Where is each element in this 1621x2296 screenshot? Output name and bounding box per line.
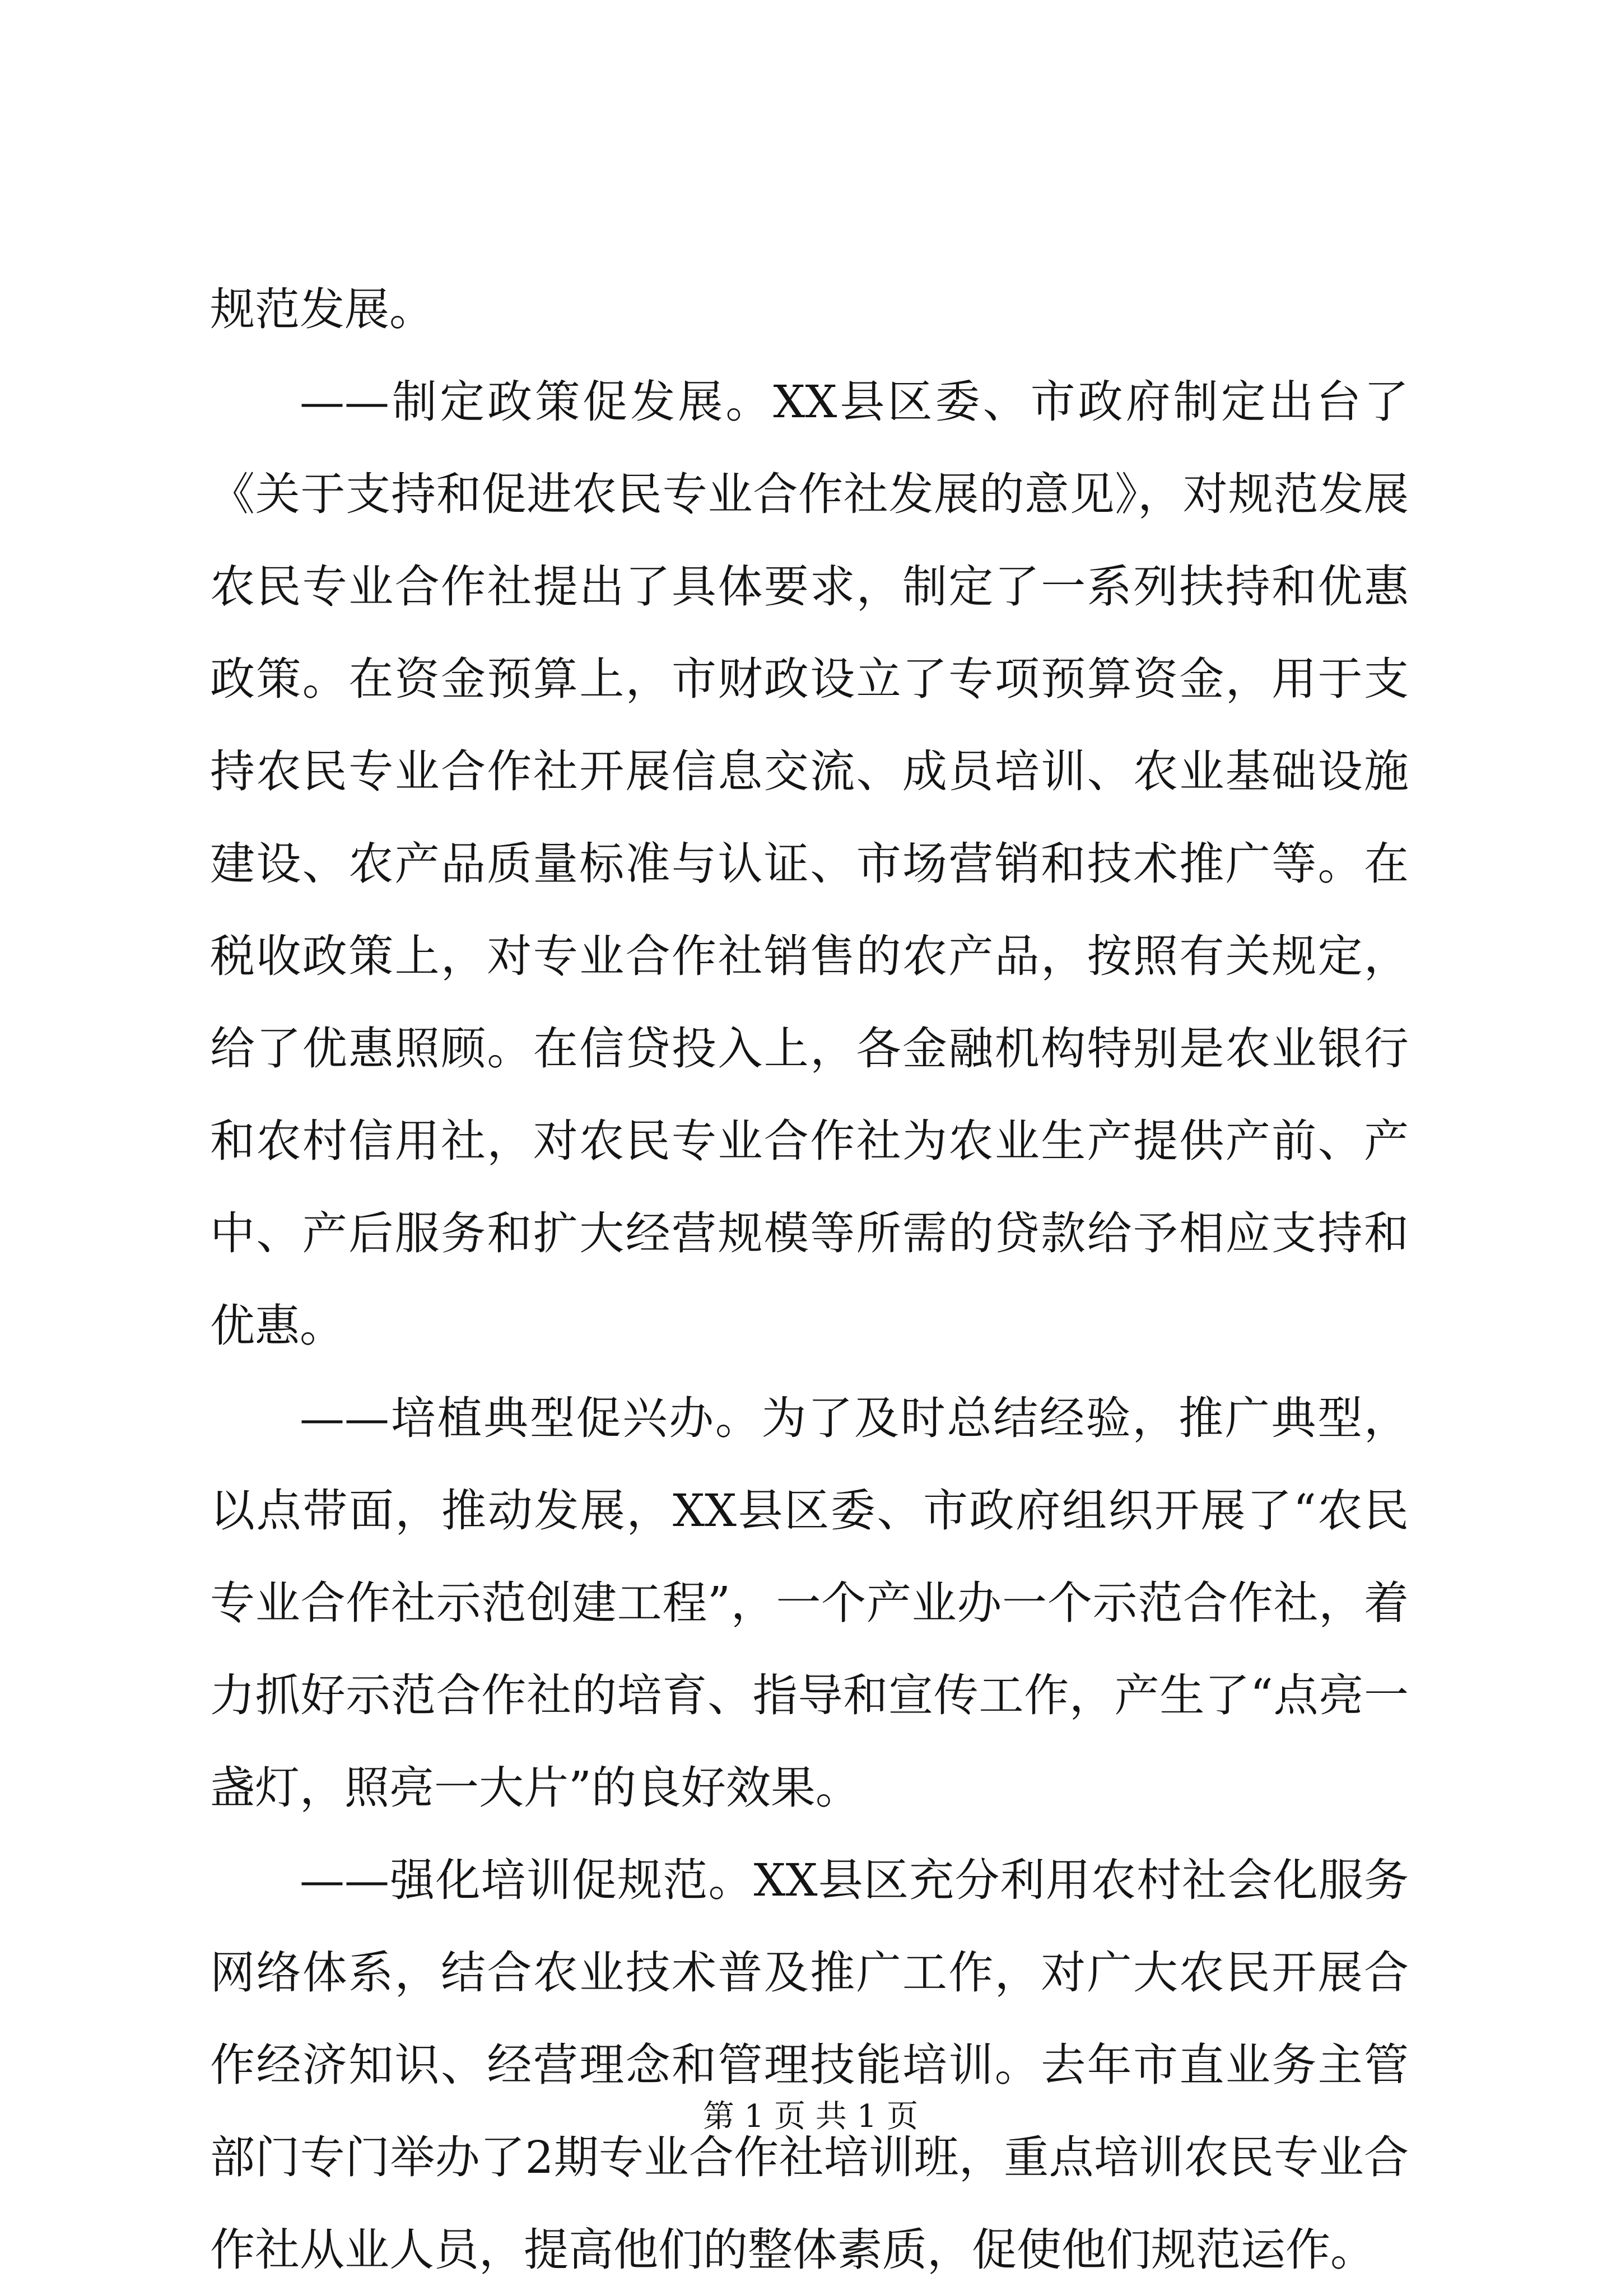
paragraph-training: ——强化培训促规范。XX县区充分利用农村社会化服务网络体系，结合农业技术普及推广工作，对广大农民开展合作经济知识、经营理念和管理技能培训。去年市直业务主管部门专门举办了2期专业合作社培训班，重点培训农民专业合作社从业人员，提高他们的整体素质，促使他们规范运作。 (210, 1854, 1409, 2276)
document-body (210, 263, 1409, 2296)
page-footer: 第 1 页 共 1 页 (702, 2098, 919, 2135)
paragraph-policy: ——制定政策促发展。XX县区委、市政府制定出台了《关于支持和促进农民专业合作社发展的意见》，对规范发展农民专业合作社提出了具体要求，制定了一系列扶持和优惠政策。在资金预算上，市财政设立了专项预算资金，用于支持农民专业合作社开展信息交流、成员培训、农业基础设施建设、农产品质量标准与认证、市场营销和技术推广等。在税收政策上，对专业合作社销售的农产品，按照有关规定，给了优惠照顾。在信贷投入上，各金融机构特别是农业银行和农村信用社，对农民专业合作社为农业生产提供产前、产中、产后服务和扩大经营规模等所需的贷款给予相应支持和优惠。 (210, 376, 1409, 1352)
paragraph-model-cultivation: ——培植典型促兴办。为了及时总结经验，推广典型，以点带面，推动发展，XX县区委、市政府组织开展了“农民专业合作社示范创建工程”，一个产业办一个示范合作社，着力抓好示范合作社的培育、指导和宣传工作，产生了“点亮一盏灯，照亮一大片”的良好效果。 (210, 1392, 1409, 1814)
paragraph-continuation: 规范发展。 (210, 283, 434, 335)
